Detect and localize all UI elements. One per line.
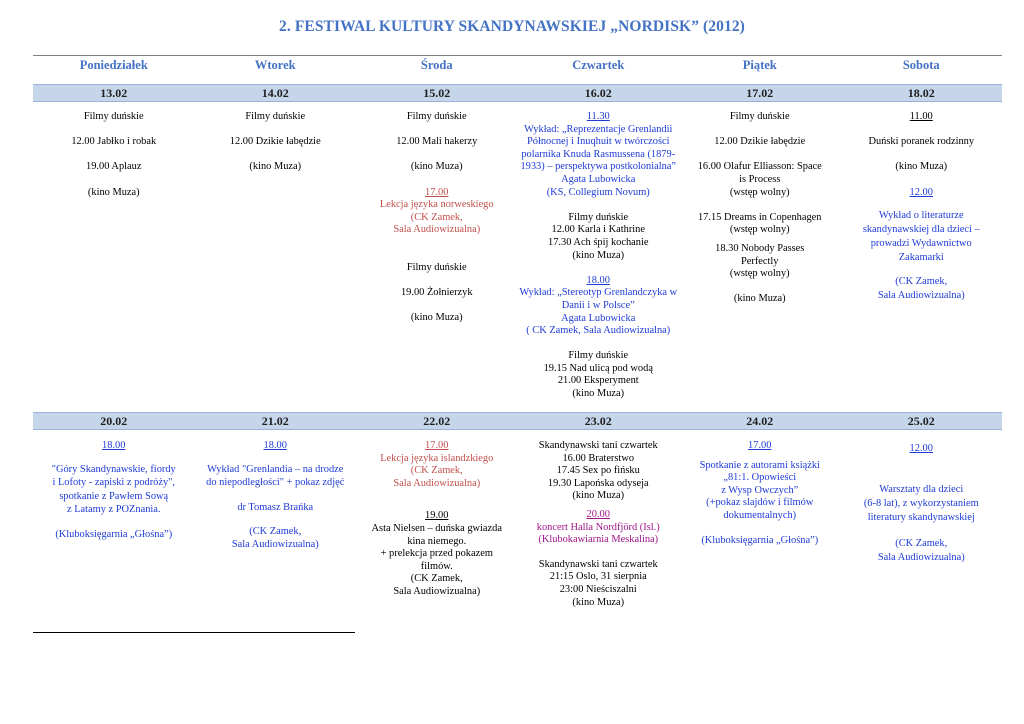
day-header: Piątek — [742, 58, 777, 72]
day-header: Czwartek — [572, 58, 625, 72]
event-line: 19.15 Nad ulicą pod wodą — [543, 362, 653, 374]
event-line: 18.30 Nobody Passes — [715, 242, 805, 254]
event-line: 23:00 Nieściszalni — [559, 583, 637, 595]
venue: (CK Zamek, — [249, 526, 302, 538]
event-line: 17.15 Dreams in Copenhagen — [697, 211, 822, 223]
event-line: Lekcja języka islandzkiego — [380, 452, 494, 464]
venue: (kino Muza) — [572, 388, 625, 400]
venue: (Kluboksięgarnia „Głośna”) — [55, 528, 173, 540]
venue: (kino Muza) — [572, 490, 625, 502]
event-line: is Process — [739, 173, 781, 185]
event-time: 18.00 — [586, 274, 610, 286]
day-header: Wtorek — [254, 58, 296, 72]
event-line: Sala Audiowizualna) — [393, 477, 481, 489]
venue: Sala Audiowizualna) — [231, 538, 319, 550]
event-line: "Góry Skandynawskie, fiordy — [51, 463, 176, 475]
events-monday — [33, 111, 195, 401]
date-cell: 22.02 — [423, 414, 451, 428]
event-line: 16.00 Braterstwo — [562, 452, 635, 464]
event-line: Filmy duńskie — [406, 111, 467, 122]
event-line: Wykład: „Stereotyp Grenlandczyka w — [519, 287, 678, 299]
date-cell: 25.02 — [907, 414, 935, 428]
event-line: Skandynawski tani czwartek — [538, 558, 658, 570]
event-line: Duński poranek rodzinny — [868, 136, 975, 148]
footnote-divider — [33, 632, 355, 633]
event-line: 12.00 Mali hakerzy — [396, 136, 478, 148]
venue: (kino Muza) — [410, 312, 463, 324]
events-tuesday — [195, 440, 357, 609]
page-title: 2. FESTIWAL KULTURY SKANDYNAWSKIEJ „NORDISK” (2012) — [279, 18, 745, 35]
day-header: Sobota — [902, 58, 940, 72]
event-line: Filmy duńskie — [83, 111, 144, 122]
event-line: 17.30 Ach śpij kochanie — [548, 236, 649, 248]
venue: (kino Muza) — [895, 161, 948, 173]
event-line: z Wysp Owczych” — [721, 484, 799, 496]
event-line: Filmy duńskie — [245, 111, 306, 122]
event-line: Agata Lubowicka — [561, 312, 636, 324]
events-monday — [33, 440, 195, 609]
event-time: 12.00 — [909, 443, 933, 454]
event-line: Wykład: „Reprezentacje Grenlandii — [524, 123, 673, 135]
event-line: 19.00 Aplauz — [86, 161, 142, 173]
venue: (kino Muza) — [733, 293, 786, 305]
event-line: spotkanie z Pawłem Sową — [59, 490, 169, 502]
event-line: 21:15 Oslo, 31 sierpnia — [549, 571, 647, 583]
event-line: „81:1. Opowieści — [723, 472, 797, 484]
event-time: 17.00 — [425, 440, 449, 451]
event-line: Perfectly — [740, 255, 779, 267]
venue: Sala Audiowizualna) — [393, 585, 481, 597]
event-line: 12.00 Karla i Kathrine — [551, 224, 645, 236]
venue: (CK Zamek, — [895, 537, 948, 549]
date-cell: 24.02 — [746, 414, 774, 428]
event-time: 17.00 — [748, 440, 772, 451]
event-line: (wstęp wolny) — [729, 186, 790, 198]
event-time: 18.00 — [263, 440, 287, 451]
date-cell: 20.02 — [100, 414, 128, 428]
venue: (CK Zamek, — [895, 276, 948, 288]
event-time: 20.00 — [586, 508, 610, 520]
week2-date-row — [33, 412, 1002, 430]
event-line: 17.45 Sex po fińsku — [556, 465, 640, 477]
event-line: 16.00 Olafur Elliasson: Space — [697, 161, 822, 173]
date-cell: 15.02 — [423, 86, 451, 100]
event-time: 17.00 — [425, 186, 449, 198]
event-line: 1933) – perspektywa postkolonialna” — [520, 161, 677, 173]
event-line: Lekcja języka norweskiego — [379, 199, 494, 211]
events-saturday — [841, 111, 1003, 401]
event-line: Zakamarki — [898, 252, 944, 264]
event-line: kina niemego. — [407, 535, 467, 547]
event-line: Agata Lubowicka — [561, 173, 636, 185]
event-line: (CK Zamek, — [410, 211, 463, 223]
events-thursday — [518, 111, 680, 401]
event-line: Wykład "Grenlandia – na drodze — [207, 463, 344, 475]
event-time: 18.00 — [102, 440, 126, 451]
event-line: Skandynawski tani czwartek — [538, 440, 658, 451]
events-tuesday — [195, 111, 357, 401]
event-line: Asta Nielsen – duńska gwiazda — [371, 522, 502, 534]
events-friday — [679, 111, 841, 401]
event-line: Północnej i Inuqhuit w twórczości — [526, 136, 670, 148]
event-line: z Latamy z POZnania. — [67, 504, 161, 516]
week1-events — [33, 111, 1002, 401]
date-cell: 14.02 — [261, 86, 289, 100]
event-line: Spotkanie z autorami książki — [699, 459, 820, 471]
venue: Sala Audiowizualna) — [877, 551, 965, 563]
venue: (kino Muza) — [410, 161, 463, 173]
event-line: (wstęp wolny) — [729, 268, 790, 280]
event-line: prowadzi Wydawnictwo — [870, 238, 972, 250]
event-line: do niepodległości" + pokaz zdjęć — [206, 477, 345, 489]
event-line: Danii i w Polsce” — [561, 299, 635, 311]
venue: (kino Muza) — [572, 596, 625, 608]
venue: Sala Audiowizualna) — [877, 290, 965, 302]
event-line: skandynawskiej dla dzieci – — [862, 224, 980, 236]
events-thursday — [518, 440, 680, 609]
event-line: (+pokaz slajdów i filmów — [706, 497, 814, 509]
event-line: (wstęp wolny) — [729, 224, 790, 236]
day-header: Poniedziałek — [79, 58, 148, 72]
event-line: 19.00 Żołnierzyk — [400, 287, 473, 299]
event-line: 19.30 Lapońska odyseja — [547, 477, 649, 489]
event-time: 12.00 — [909, 186, 933, 198]
venue: (Klubokawiarnia Meskalina) — [538, 534, 659, 546]
event-line: 12.00 Jabłko i robak — [71, 136, 157, 148]
event-line: Warsztaty dla dzieci — [879, 483, 964, 495]
event-line: dokumentalnych) — [723, 509, 797, 521]
event-line: Wykład o literaturze — [878, 210, 964, 222]
event-line: Filmy duńskie — [729, 111, 790, 122]
events-saturday — [841, 440, 1003, 609]
event-line: i Lofoty - zapiski z podróży", — [52, 477, 176, 489]
day-header-row — [33, 56, 1002, 84]
event-line: (6-8 lat), z wykorzystaniem — [863, 497, 979, 509]
event-line: Filmy duńskie — [568, 211, 629, 223]
event-line: 12.00 Dzikie łabędzie — [714, 136, 806, 148]
week1-date-row — [33, 84, 1002, 102]
date-cell: 16.02 — [584, 86, 612, 100]
event-line: dr Tomasz Brańka — [237, 501, 314, 513]
date-cell: 23.02 — [584, 414, 612, 428]
event-line: 21.00 Eksperyment — [557, 375, 639, 387]
date-cell: 21.02 — [261, 414, 289, 428]
venue: (KS, Collegium Novum) — [546, 186, 650, 198]
event-line: polarnika Knuda Rasmussena (1879- — [521, 148, 676, 160]
event-line: (CK Zamek, — [410, 465, 463, 477]
date-cell: 13.02 — [100, 86, 128, 100]
event-time: 11.30 — [586, 111, 610, 122]
venue: (kino Muza) — [87, 186, 140, 198]
event-line: Filmy duńskie — [406, 261, 467, 273]
date-cell: 18.02 — [907, 86, 935, 100]
events-wednesday — [356, 111, 518, 401]
event-line: koncert Halla Nordfjörd (Isl.) — [536, 521, 660, 533]
event-line: literatury skandynawskiej — [867, 511, 975, 523]
venue: (kino Muza) — [572, 249, 625, 261]
event-line: filmów. — [420, 560, 453, 572]
venue: (kino Muza) — [249, 161, 302, 173]
events-friday — [679, 440, 841, 609]
events-wednesday — [356, 440, 518, 609]
event-line: + prelekcja przed pokazem — [380, 548, 493, 560]
event-line: Sala Audiowizualna) — [393, 224, 481, 236]
event-line: Filmy duńskie — [568, 350, 629, 362]
event-line: 12.00 Dzikie łabędzie — [229, 136, 321, 148]
venue: (CK Zamek, — [410, 573, 463, 585]
venue: ( CK Zamek, Sala Audiowizualna) — [526, 325, 671, 337]
event-time: 11.00 — [909, 111, 933, 122]
venue: (Kluboksięgarnia „Głośna”) — [701, 534, 819, 546]
week2-events — [33, 440, 1002, 609]
date-cell: 17.02 — [746, 86, 774, 100]
event-time: 19.00 — [425, 510, 449, 522]
day-header: Środa — [420, 58, 453, 72]
